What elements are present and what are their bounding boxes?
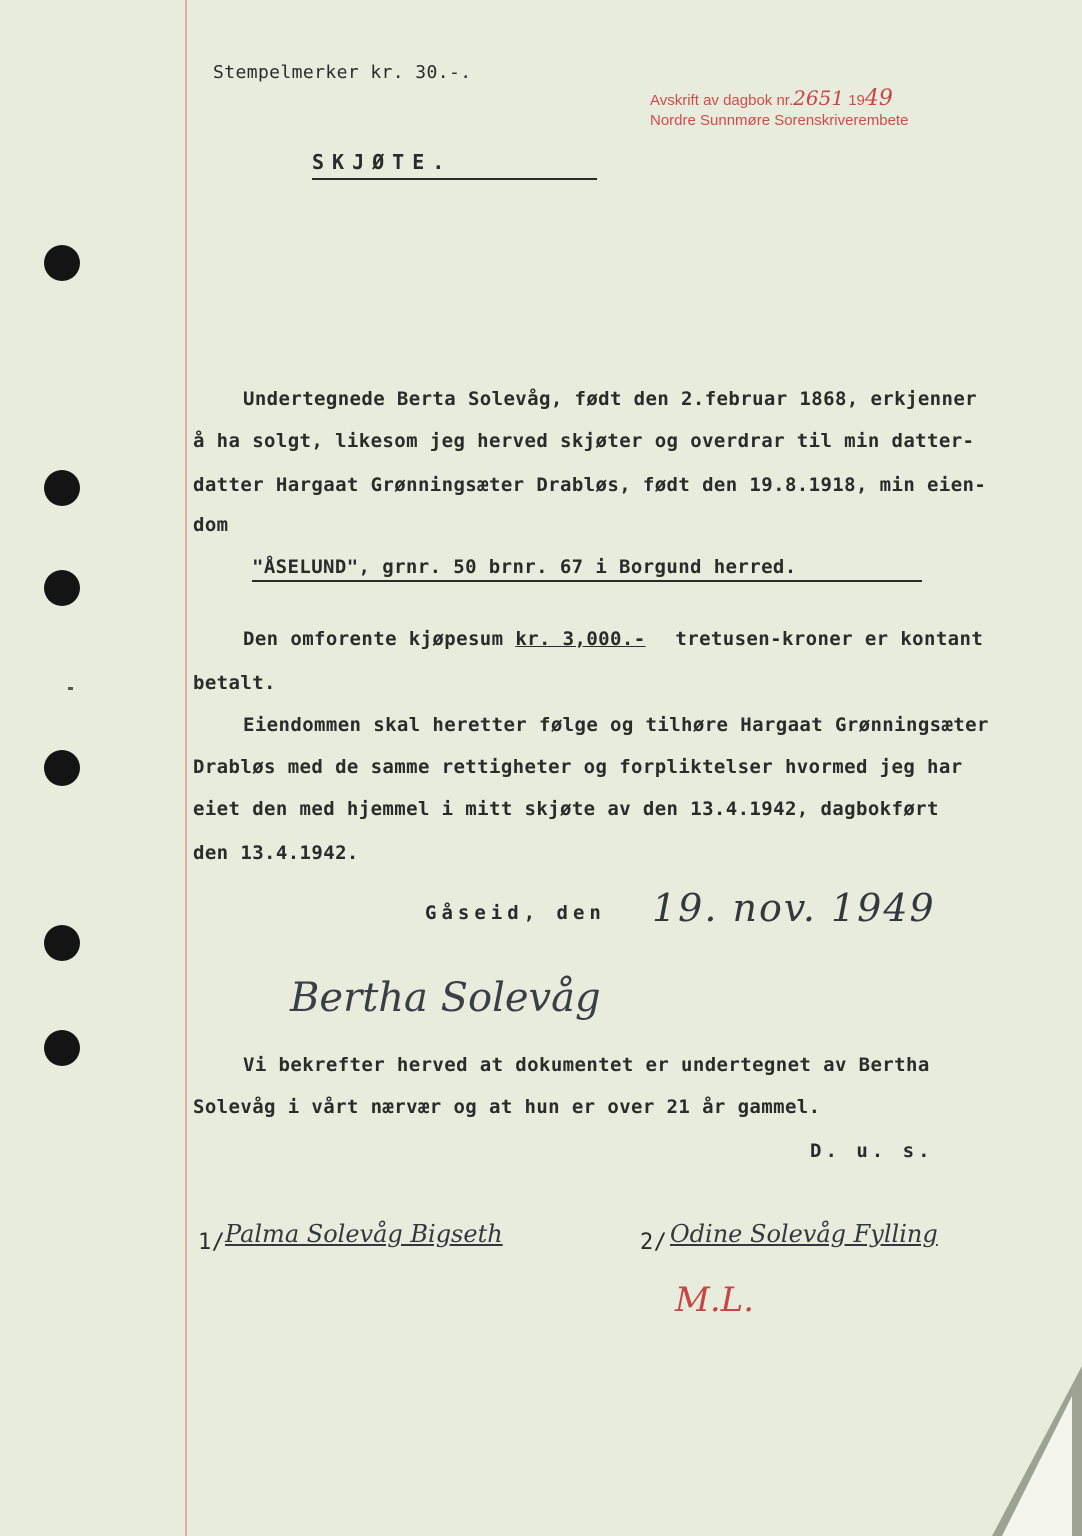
punch-hole [44, 245, 80, 281]
title-underline [312, 178, 597, 180]
body-line: Drabløs med de samme rettigheter og forpliktelser hvormed jeg har [193, 756, 963, 778]
stamp-year-print: 19 [848, 92, 865, 109]
handwritten-date: 19. nov. 1949 [652, 886, 936, 930]
property-line: "ÅSELUND", grnr. 50 brnr. 67 i Borgund herred. [252, 556, 797, 578]
witness1-signature: Palma Solevåg Bigseth [225, 1220, 503, 1248]
witness-line: Vi bekrefter herved at dokumentet er undertegnet av Bertha [243, 1054, 930, 1076]
stamp-number: 2651 [793, 86, 845, 110]
body-line: Undertegnede Berta Solevåg, født den 2.februar 1868, erkjenner [243, 388, 978, 410]
seller-signature: Bertha Solevåg [290, 975, 601, 1021]
witness2-signature: Odine Solevåg Fylling [670, 1220, 938, 1248]
margin-line [185, 0, 187, 1536]
body-line: Eiendommen skal heretter følge og tilhøre Hargaat Grønningsæter [243, 714, 989, 736]
witness2-label: 2/ [640, 1230, 668, 1255]
red-initials: M.L. [675, 1280, 755, 1320]
punch-hole [44, 570, 80, 606]
body-line: betalt. [193, 672, 276, 694]
body-line: å ha solgt, likesom jeg herved skjøter og overdrar til min datter- [193, 430, 975, 452]
registry-stamp-line2: Nordre Sunnmøre Sorenskriverembete [650, 112, 909, 129]
margin-mark [68, 687, 73, 690]
punch-hole [44, 750, 80, 786]
body-line: dom [193, 514, 229, 536]
punch-hole [44, 470, 80, 506]
document-title: SKJØTE. [312, 150, 453, 174]
property-underline [252, 580, 922, 582]
body-line: eiet den med hjemmel i mitt skjøte av den 13.4.1942, dagbokført [193, 798, 939, 820]
stamp-duty-text: Stempelmerker kr. 30.-. [213, 62, 472, 83]
punch-hole [44, 925, 80, 961]
page-fold-corner [1002, 1396, 1072, 1536]
place-label: Gåseid, den [425, 902, 606, 924]
witness-line: Solevåg i vårt nærvær og at hun er over 21 år gammel. [193, 1096, 821, 1118]
body-line: datter Hargaat Grønningsæter Drabløs, født den 19.8.1918, min eien- [193, 474, 987, 496]
price-amount: kr. 3,000.- [515, 628, 646, 650]
price-label: Den omforente kjøpesum [243, 628, 504, 650]
body-line: den 13.4.1942. [193, 842, 359, 864]
body-line [243, 628, 983, 650]
witness1-label: 1/ [198, 1230, 226, 1255]
stamp-year-hand: 49 [864, 86, 893, 111]
price-words: tretusen-kroner er kontant [675, 628, 984, 650]
punch-hole [44, 1030, 80, 1066]
registry-stamp-line1 [650, 86, 893, 111]
stamp-prefix: Avskrift av dagbok nr. [650, 92, 794, 109]
dus-text: D. u. s. [810, 1140, 934, 1162]
